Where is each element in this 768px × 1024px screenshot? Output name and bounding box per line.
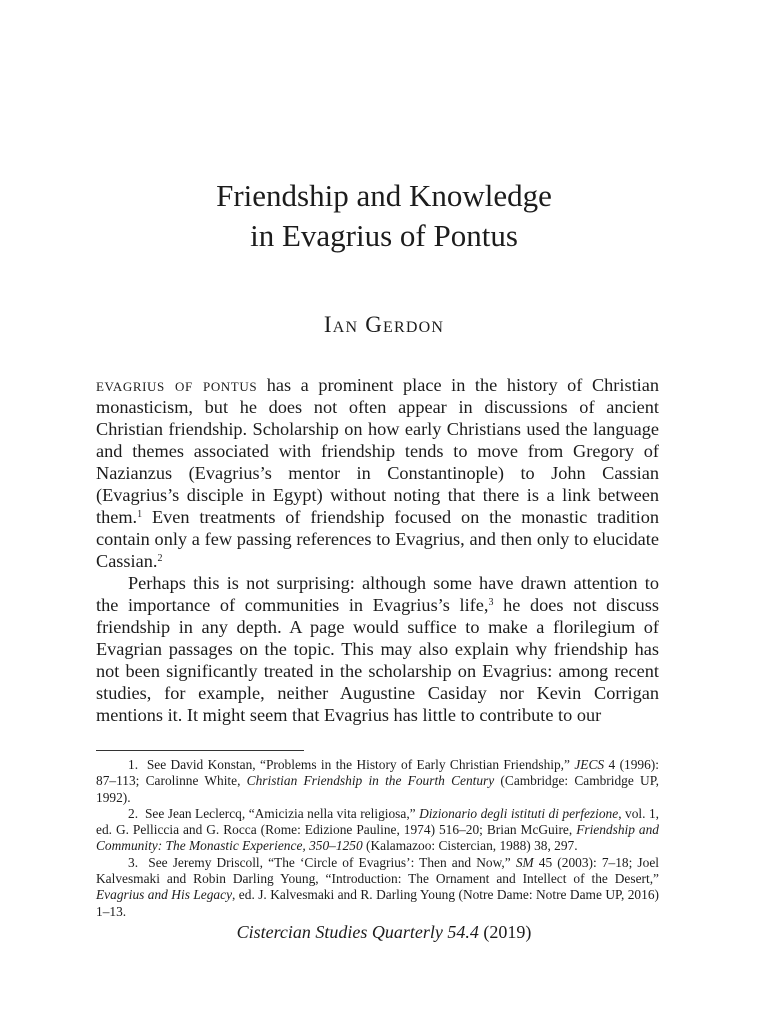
title-line-1: Friendship and Knowledge bbox=[216, 178, 552, 213]
footnote-1-text-a: See David Konstan, “Problems in the History of Early Christian Friendship,” bbox=[146, 757, 575, 772]
footnote-2 bbox=[96, 806, 659, 855]
footnote-1-book-title: Christian Friendship in the Fourth Century bbox=[246, 773, 495, 789]
footnote-1-number: 1. bbox=[128, 757, 139, 772]
journal-year: (2019) bbox=[483, 922, 532, 942]
journal-name: Cistercian Studies Quarterly 54.4 bbox=[236, 922, 484, 942]
journal-citation-footer bbox=[0, 922, 768, 943]
article-body bbox=[96, 374, 659, 726]
article-author: Ian Gerdon bbox=[323, 312, 445, 337]
footnote-1 bbox=[96, 757, 659, 806]
footnote-3-text-c: , ed. J. Kalvesmaki and R. Darling Young (Notre Dame: Notre Dame UP, 2016) 1–13. bbox=[96, 887, 659, 919]
footnote-2-number: 2. bbox=[128, 805, 139, 821]
footnote-3-book-title: Evagrius and His Legacy bbox=[96, 887, 233, 903]
footnote-2-work-title: Dizionario degli istituti di perfezione bbox=[419, 805, 619, 821]
body-paragraph-2 bbox=[96, 572, 659, 726]
title-line-2: in Evagrius of Pontus bbox=[250, 218, 518, 253]
footnote-1-text-b: 4 (1996): 87–113; Carolinne White, bbox=[96, 757, 659, 789]
lead-in-small-caps: evagrius of pontus bbox=[96, 375, 258, 395]
footnote-3 bbox=[96, 855, 659, 920]
footnote-3-text-a: See Jeremy Driscoll, “The ‘Circle of Evagrius’: Then and Now,” bbox=[148, 854, 516, 870]
body-p2-text-a: Perhaps this is not surprising: although some have drawn attention to the importance of communities in Evagrius’s life, bbox=[96, 573, 659, 615]
footnote-ref-1[interactable]: 1 bbox=[137, 509, 143, 520]
footnote-2-text-c: (Kalamazoo: Cistercian, 1988) 38, 297. bbox=[362, 838, 578, 854]
footnote-ref-3[interactable]: 3 bbox=[488, 597, 494, 608]
footnote-3-journal: SM bbox=[515, 854, 534, 870]
footnote-divider bbox=[96, 750, 304, 751]
body-p1-text-a: has a prominent place in the history of Christian monasticism, but he does not often appear in discussions of ancient Christian friendship. Scholarship on how early Christians used the language and themes associated with friendship tends to move from Gregory of Nazianzus (Evagrius’s mentor in Constantinople) to John Cassian (Evagrius’s disciple in Egypt) without noting that there is a link between them. bbox=[96, 375, 659, 527]
body-paragraph-1 bbox=[96, 374, 659, 572]
body-p2-text-b: he does not discuss friendship in any depth. A page would suffice to make a florilegium of Evagrian passages on the topic. This may also explain why friendship has not been significantly treated in the scholarship on Evagrius: among recent studies, for example, neither Augustine Casiday nor Kevin Corrigan mentions it. It might seem that Evagrius has little to contribute to our bbox=[96, 595, 659, 725]
body-p1-text-b: Even treatments of friendship focused on the monastic tradition contain only a few passing references to Evagrius, and then only to elucidate Cassian. bbox=[96, 507, 659, 571]
footnote-2-book-title: Friendship and Community: The Monastic Experience, 350–1250 bbox=[96, 822, 659, 854]
footnote-3-text-b: 45 (2003): 7–18; Joel Kalvesmaki and Robin Darling Young, “Introduction: The Ornament and Intellect of the Desert,” bbox=[96, 854, 659, 887]
footnote-3-number: 3. bbox=[128, 854, 139, 870]
footnote-1-text-c: (Cambridge: Cambridge UP, 1992). bbox=[96, 773, 660, 805]
footnote-1-journal: JECS bbox=[574, 757, 605, 772]
footnote-2-text-b: , vol. 1, ed. G. Pelliccia and G. Rocca (Rome: Edizione Pauline, 1974) 516–20; Brian McGuire, bbox=[96, 805, 659, 838]
footnote-ref-2[interactable]: 2 bbox=[157, 553, 163, 564]
article-title bbox=[0, 176, 768, 256]
footnotes bbox=[96, 757, 659, 920]
footnote-2-text-a: See Jean Leclercq, “Amicizia nella vita religiosa,” bbox=[144, 805, 420, 821]
